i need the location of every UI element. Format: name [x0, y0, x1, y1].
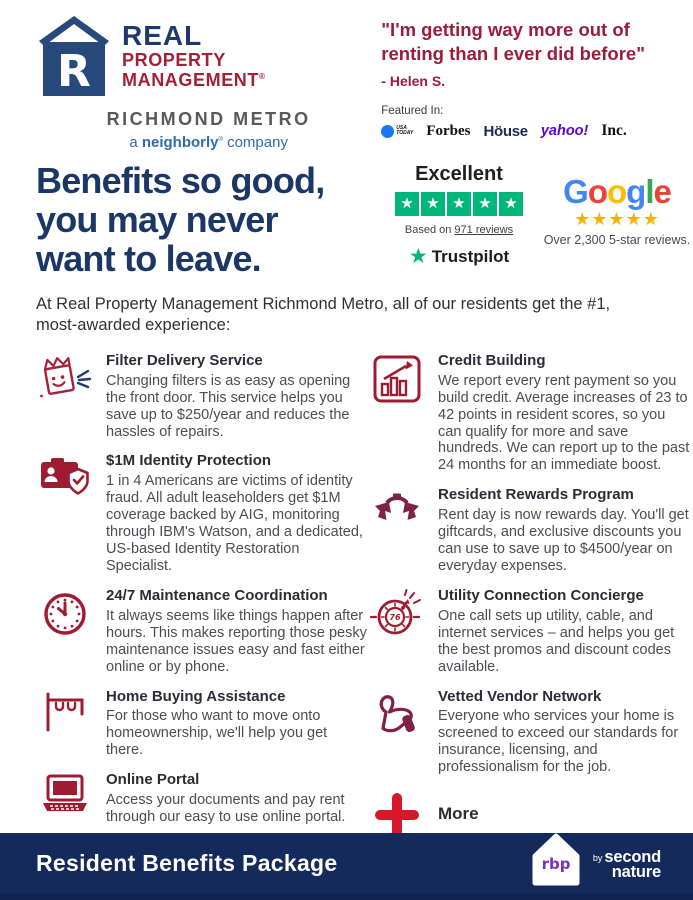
benefit-body: Everyone who services your home is screened to exceed our standards for insurance, licensing, and professionalism for the job. [438, 708, 679, 776]
google-review-count: Over 2,300 5-star reviews. [543, 233, 691, 247]
benefits-column-left [36, 352, 368, 840]
star-icon: ★ [447, 192, 471, 216]
benefit-title: Utility Connection Concierge [438, 586, 644, 604]
yard-sign-icon [36, 688, 94, 734]
trustpilot-star-icon: ★ [408, 245, 428, 268]
benefit-credit-building [368, 352, 692, 474]
benefit-title: $1M Identity Protection [106, 452, 272, 470]
id-shield-icon [36, 452, 94, 500]
inc-logo: Inc. [601, 122, 627, 140]
second-nature-wordmark: by second nature [592, 847, 661, 881]
ratings-section [388, 161, 693, 279]
google-rating-block [538, 175, 693, 279]
benefit-title: Filter Delivery Service [106, 351, 263, 369]
benefit-filter-delivery [36, 352, 368, 441]
benefit-title: 24/7 Maintenance Coordination [106, 586, 328, 604]
trustpilot-logo: ★ Trustpilot [408, 245, 510, 268]
rbp-badge-icon [527, 832, 585, 895]
forbes-logo: Forbes [426, 122, 471, 139]
testimonial-attribution: - Helen S. [381, 73, 446, 90]
footer-bar [0, 833, 693, 900]
benefit-body: We report every rent payment so you build credit. Average increases of 23 to 42 points in resident scores, so you can qualify for more and save hundreds. We can report up to the past 24 months for an immediate boost. [438, 372, 690, 474]
benefit-utility-concierge [368, 587, 692, 676]
svg-text:76: 76 [389, 612, 401, 622]
benefit-maintenance [36, 587, 368, 676]
featured-in [381, 105, 671, 140]
benefit-body: 1 in 4 Americans are victims of identity fraud. All adult leaseholders get $1M coverage backed by AIG, monitoring through IBM's Watson, and a dedicated, US-based Identity Restoration Specialist. [106, 473, 363, 574]
benefit-body: For those who want to move onto homeownership, we'll help you get there. [106, 708, 328, 759]
brand-word-property: PROPERTY [122, 50, 226, 70]
benefit-body: It always seems like things happen after hours. This makes reporting those pesky maintenance issues easy and fast either online or by phone. [106, 607, 367, 675]
benefit-home-buying [36, 688, 368, 760]
neighborly-tagline: a neighborly® company [129, 134, 288, 151]
star-icon: ★ [421, 192, 445, 216]
benefit-title: Vetted Vendor Network [438, 687, 602, 705]
neighborly-brand: neighborly [141, 134, 219, 151]
benefit-title: Home Buying Assistance [106, 687, 286, 705]
thumbs-up-icon [368, 688, 426, 736]
brand-word-real: REAL [122, 20, 203, 51]
rbp-second-nature-logo [527, 832, 661, 895]
usa-today-logo: USA TODAY [381, 125, 413, 138]
benefit-identity-protection [36, 452, 368, 574]
testimonial [381, 14, 671, 151]
rewards-icon [368, 486, 426, 530]
benefit-body: One call sets up utility, cable, and internet services – and helps you get the best promos and discount codes available. [438, 607, 675, 675]
benefit-title: Resident Rewards Program [438, 486, 634, 504]
star-icon: ★ [395, 192, 419, 216]
benefits-grid [36, 351, 690, 840]
by-label: by [592, 852, 603, 863]
star-icon: ★ [499, 192, 523, 216]
header [36, 14, 671, 151]
benefit-body: Changing filters is as easy as opening the front door. This service helps you save up to $250/year and reduces the hassles of repairs. [106, 372, 351, 440]
benefit-online-portal [36, 771, 368, 826]
svg-text:rbp: rbp [541, 854, 571, 873]
benefit-vendor-network [368, 688, 692, 777]
usa-today-circle-icon [381, 125, 394, 138]
testimonial-quote: "I'm getting way more out of renting than I ever did before" [381, 19, 645, 64]
featured-in-label: Featured In: [381, 105, 444, 118]
benefits-column-right [368, 352, 692, 840]
registered-mark: ® [218, 137, 223, 143]
page-title: Benefits so good, you may never want to leave. [36, 160, 325, 280]
intro-paragraph: At Real Property Management Richmond Metro, all of our residents get the #1, most-awarded experience: [36, 294, 611, 334]
trustpilot-rating-label: Excellent [415, 163, 503, 185]
filter-box-icon [36, 352, 94, 402]
benefit-body: Rent day is now rewards day. You'll get giftcards, and exclusive discounts you can use to save up to $4500/year on everyday expenses. [438, 507, 689, 574]
brand-location: RICHMOND METRO [106, 109, 311, 129]
star-icon: ★ [473, 192, 497, 216]
bar-chart-icon [368, 352, 426, 404]
brand-word-management: MANAGEMENT® [122, 70, 266, 91]
benefit-body: Access your documents and pay rent through our easy to use online portal. [106, 791, 346, 825]
trustpilot-rating-block [388, 163, 530, 279]
reviews-link[interactable]: 971 reviews [454, 224, 514, 236]
svg-text:R: R [57, 46, 91, 97]
google-logo: Google [563, 173, 671, 210]
trustpilot-review-count: Based on 971 reviews [404, 224, 514, 236]
thermostat-icon [368, 587, 426, 639]
yahoo-logo: yahoo! [540, 123, 589, 140]
more-label: More [438, 804, 479, 824]
benefit-rewards [368, 486, 692, 575]
brand-wordmark [122, 14, 266, 90]
rpm-house-r-icon [36, 14, 112, 103]
google-stars: ★★★★★ [574, 209, 660, 229]
footer-title: Resident Benefits Package [36, 849, 338, 876]
laptop-icon [36, 771, 94, 815]
brand-logo [36, 14, 381, 151]
house-beautiful-logo: Höuse [483, 122, 528, 140]
benefit-title: Credit Building [438, 351, 546, 369]
benefit-title: Online Portal [106, 771, 200, 789]
trustpilot-stars [388, 192, 530, 216]
registered-mark: ® [259, 72, 266, 82]
clock-icon [36, 587, 94, 639]
